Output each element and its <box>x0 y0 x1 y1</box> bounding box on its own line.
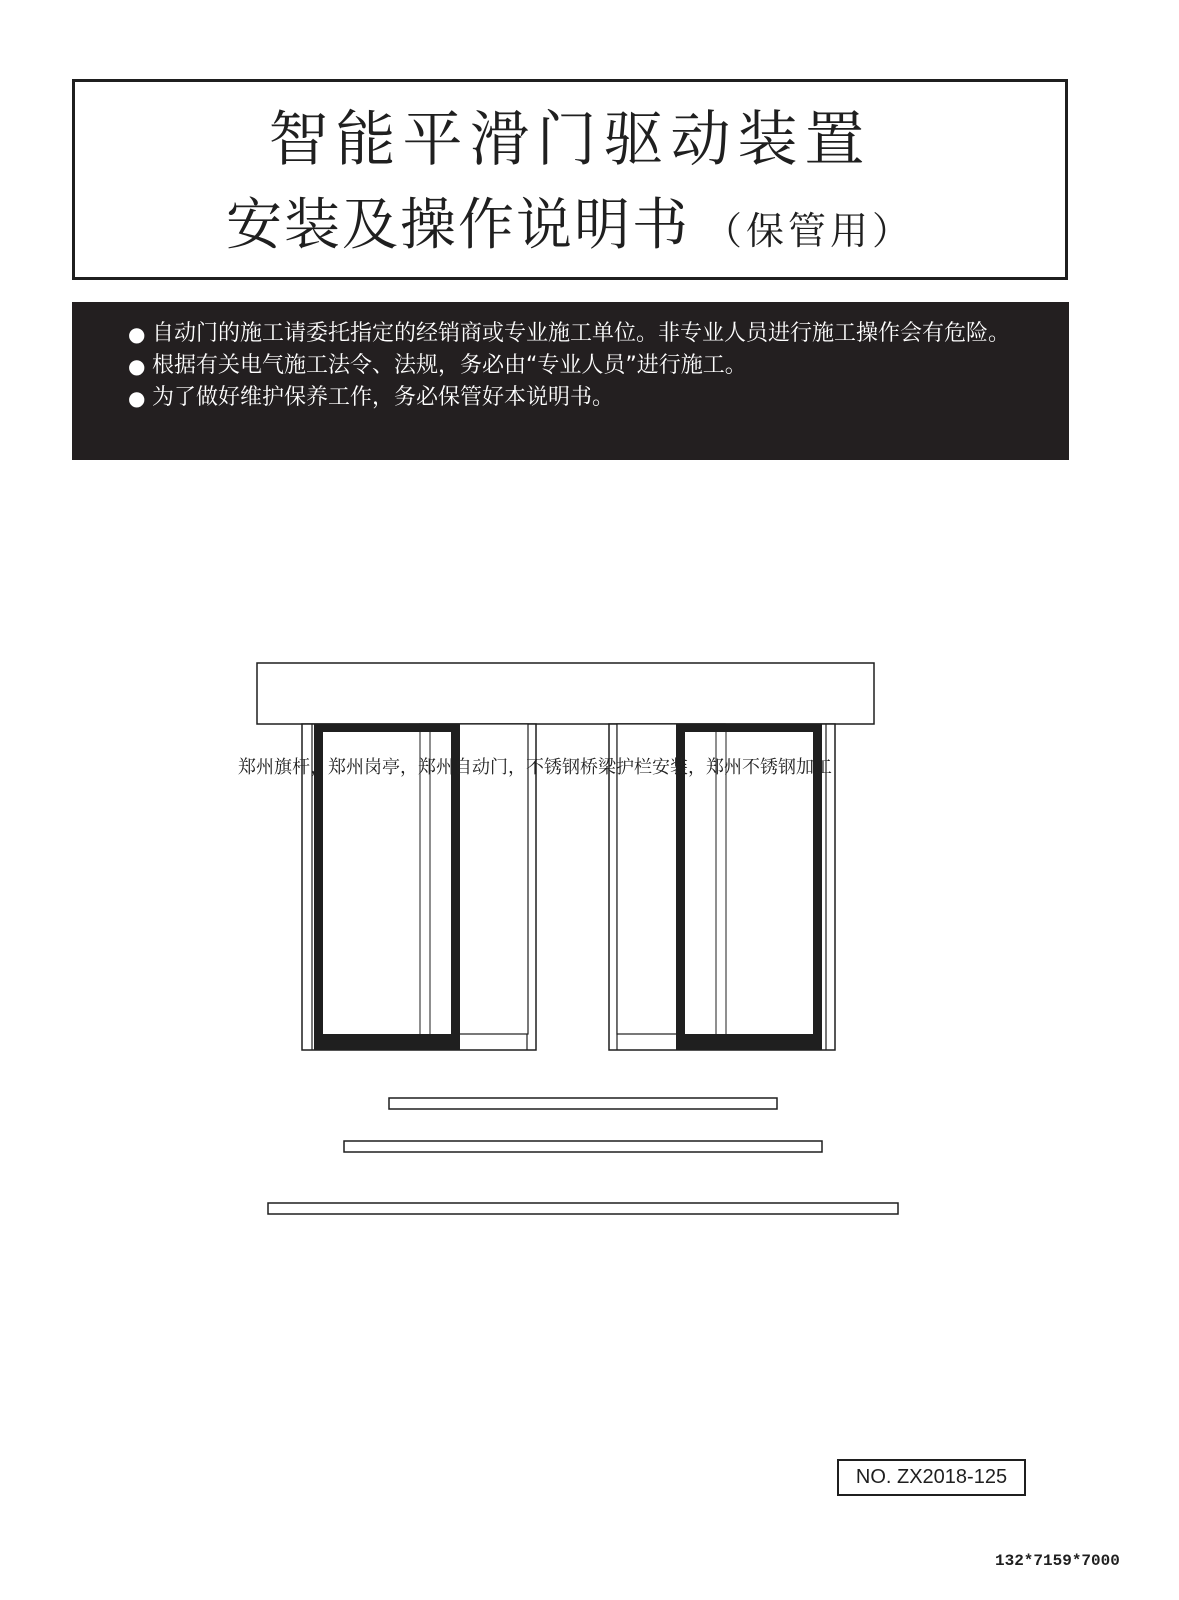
bullet-icon: ● <box>128 386 146 410</box>
document-number: NO. ZX2018-125 <box>837 1459 1026 1496</box>
subtitle-main: 安装及操作说明书 <box>225 193 690 258</box>
door-header <box>257 663 874 724</box>
floor-line <box>268 1203 898 1214</box>
notice-text: 自动门的施工请委托指定的经销商或专业施工单位。非专业人员进行施工操作会有危险。 <box>152 321 1011 346</box>
size-code: 132*7159*7000 <box>995 1552 1120 1570</box>
watermark-text: 郑州旗杆，郑州岗亭，郑州自动门，不锈钢桥梁护栏安装，郑州不锈钢加工 <box>238 757 832 778</box>
bullet-icon: ● <box>128 354 146 378</box>
notice-text: 为了做好维护保养工作，务必保管好本说明书。 <box>152 385 615 410</box>
bullet-icon: ● <box>128 322 146 346</box>
subtitle-note: （保管用） <box>703 209 914 253</box>
floor-line <box>344 1141 822 1152</box>
document-title: 智能平滑门驱动装置 <box>268 105 872 175</box>
notice-text: 根据有关电气施工法令、法规，务必由“专业人员”进行施工。 <box>152 353 747 378</box>
floor-line <box>389 1098 777 1109</box>
